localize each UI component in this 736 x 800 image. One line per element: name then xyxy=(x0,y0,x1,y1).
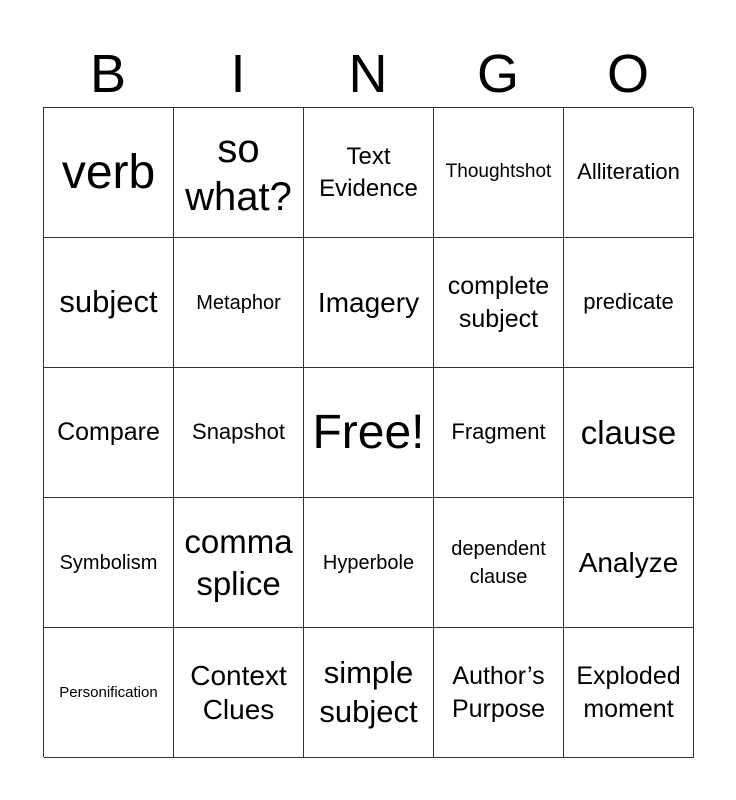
bingo-cell-r4-c3[interactable] xyxy=(304,498,434,628)
header-letter-o: O xyxy=(606,44,649,104)
cell-label: so what? xyxy=(185,126,292,219)
bingo-cell-r2-c3[interactable] xyxy=(304,238,434,368)
cell-label: Fragment xyxy=(451,419,546,445)
cell-label: Alliteration xyxy=(577,159,680,185)
bingo-cell-r4-c1[interactable] xyxy=(44,498,174,628)
cell-label: complete subject xyxy=(447,272,550,333)
cell-label: Thoughtshot xyxy=(445,161,552,183)
cell-label: verb xyxy=(61,145,156,199)
bingo-cell-r2-c4[interactable] xyxy=(434,238,564,368)
header-letter-i: I xyxy=(230,44,246,104)
bingo-cell-r4-c5[interactable] xyxy=(564,498,694,628)
bingo-cell-r5-c5[interactable] xyxy=(564,628,694,758)
bingo-header xyxy=(43,40,693,108)
cell-label: Author’s Purpose xyxy=(451,662,546,723)
cell-label: predicate xyxy=(583,289,674,315)
header-letter-g: G xyxy=(476,44,519,104)
cell-label: dependent clause xyxy=(451,537,546,588)
bingo-cell-r1-c1[interactable] xyxy=(44,108,174,238)
cell-label: Personification xyxy=(59,683,158,701)
cell-label: Metaphor xyxy=(196,291,281,314)
cell-label: Compare xyxy=(57,418,160,447)
cell-label: simple subject xyxy=(319,654,418,729)
cell-label: Snapshot xyxy=(192,419,285,445)
cell-label: Hyperbole xyxy=(322,551,415,574)
bingo-cell-r1-c3[interactable] xyxy=(304,108,434,238)
bingo-cell-r4-c2[interactable] xyxy=(174,498,304,628)
bingo-cell-r3-c2[interactable] xyxy=(174,368,304,498)
bingo-cell-r2-c1[interactable] xyxy=(44,238,174,368)
bingo-cell-r5-c1[interactable] xyxy=(44,628,174,758)
cell-label: Imagery xyxy=(317,286,420,318)
bingo-board xyxy=(43,107,693,757)
cell-label: Analyze xyxy=(578,546,679,578)
cell-label: Text Evidence xyxy=(319,143,418,202)
bingo-cell-r1-c5[interactable] xyxy=(564,108,694,238)
cell-label: Free! xyxy=(312,405,425,459)
cell-label: comma splice xyxy=(184,523,293,602)
bingo-cell-r2-c5[interactable] xyxy=(564,238,694,368)
cell-label: Context Clues xyxy=(190,659,287,725)
bingo-cell-r3-c1[interactable] xyxy=(44,368,174,498)
cell-label: clause xyxy=(580,413,677,451)
bingo-cell-r5-c3[interactable] xyxy=(304,628,434,758)
bingo-cell-r3-c4[interactable] xyxy=(434,368,564,498)
header-letter-b: B xyxy=(89,44,127,104)
bingo-cell-r4-c4[interactable] xyxy=(434,498,564,628)
cell-label: Exploded moment xyxy=(576,662,681,723)
bingo-cell-r1-c2[interactable] xyxy=(174,108,304,238)
bingo-cell-r3-c3[interactable] xyxy=(304,368,434,498)
cell-label: subject xyxy=(59,284,158,320)
bingo-cell-r5-c2[interactable] xyxy=(174,628,304,758)
bingo-cell-r1-c4[interactable] xyxy=(434,108,564,238)
header-letter-n: N xyxy=(348,44,388,104)
bingo-cell-r2-c2[interactable] xyxy=(174,238,304,368)
cell-label: Symbolism xyxy=(59,551,158,574)
bingo-cell-r5-c4[interactable] xyxy=(434,628,564,758)
bingo-cell-r3-c5[interactable] xyxy=(564,368,694,498)
